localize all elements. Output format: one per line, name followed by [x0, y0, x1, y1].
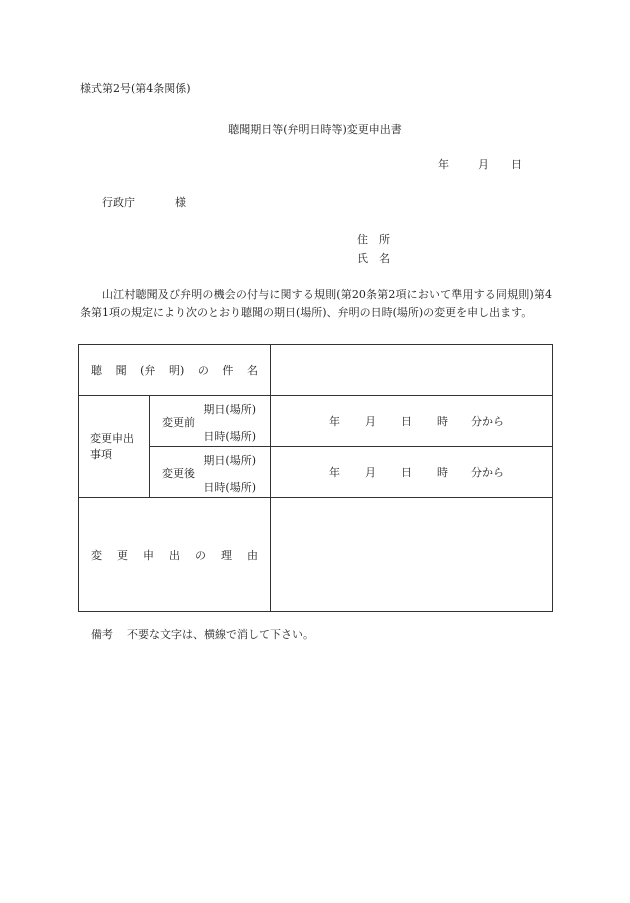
reason-char: 更 [117, 548, 128, 562]
document-title: 聴聞期日等(弁明日時等)変更申出書 [228, 123, 402, 136]
change-section-label [79, 396, 150, 498]
form-number: 様式第2号(第4条関係) [80, 82, 191, 95]
reason-label-cell [79, 498, 271, 612]
subject-char: 名 [246, 364, 258, 377]
after-datetime-cell[interactable] [271, 447, 553, 498]
subject-char: (弁 [140, 364, 156, 377]
addressee-honorific: 様 [175, 196, 186, 209]
subject-char: の [197, 364, 209, 377]
subject-value-cell[interactable] [271, 345, 553, 396]
reason-char: 申 [143, 548, 154, 562]
after-datetime [271, 464, 552, 480]
change-request-table [78, 344, 553, 612]
after-line3: 日時(場所) [203, 481, 256, 494]
reason-char: 変 [91, 548, 102, 562]
name-label: 氏名 [357, 252, 401, 265]
before-datetime [271, 413, 552, 429]
dt-hour: 時 [437, 415, 448, 428]
reason-row [79, 498, 553, 612]
subject-char: 聴 [91, 364, 102, 377]
subject-char: 件 [222, 364, 234, 377]
date-year: 年 [438, 158, 449, 171]
subject-row [79, 345, 553, 396]
dt-day: 日 [401, 466, 412, 479]
body-paragraph: 山江村聴聞及び弁明の機会の付与に関する規則(第20条第2項において準用する同規則)第4条第1項の規定により次のとおり聴聞の期日(場所)、弁明の日時(場所)の変更を申し出ます。 [80, 288, 552, 319]
dt-minute: 分から [471, 466, 504, 479]
change-section-text: 変更申出事項 [90, 431, 134, 461]
reason-char: 理 [221, 548, 232, 562]
remarks [91, 626, 314, 642]
after-row [79, 447, 553, 498]
before-label-cell [150, 396, 271, 447]
subject-char: 明) [168, 364, 185, 377]
reason-char: 出 [169, 548, 180, 562]
date-line [438, 156, 522, 172]
addressee [102, 194, 186, 210]
dt-day: 日 [401, 415, 412, 428]
reason-value-cell[interactable] [271, 498, 553, 612]
dt-month: 月 [365, 415, 376, 428]
before-row [79, 396, 553, 447]
address-label: 住所 [357, 233, 401, 246]
date-month: 月 [478, 158, 489, 171]
remarks-label: 備考 [91, 628, 113, 641]
reason-char: の [195, 548, 206, 562]
dt-year: 年 [329, 415, 340, 428]
after-label-cell [150, 447, 271, 498]
reason-char: 由 [247, 548, 258, 562]
before-line3: 日時(場所) [203, 430, 256, 443]
after-line1: 期日(場所) [203, 454, 256, 467]
subject-char: 聞 [115, 364, 127, 377]
before-line1: 期日(場所) [203, 403, 256, 416]
subject-label [79, 362, 270, 378]
dt-year: 年 [329, 466, 340, 479]
subject-label-cell [79, 345, 271, 396]
reason-label [79, 547, 270, 563]
date-day: 日 [511, 158, 522, 171]
before-line2: 変更前 [162, 416, 195, 429]
before-datetime-cell[interactable] [271, 396, 553, 447]
dt-hour: 時 [437, 466, 448, 479]
remarks-text: 不要な文字は、横線で消して下さい。 [127, 628, 314, 641]
after-line2: 変更後 [162, 467, 195, 480]
addressee-agency: 行政庁 [102, 196, 135, 209]
dt-minute: 分から [471, 415, 504, 428]
dt-month: 月 [365, 466, 376, 479]
